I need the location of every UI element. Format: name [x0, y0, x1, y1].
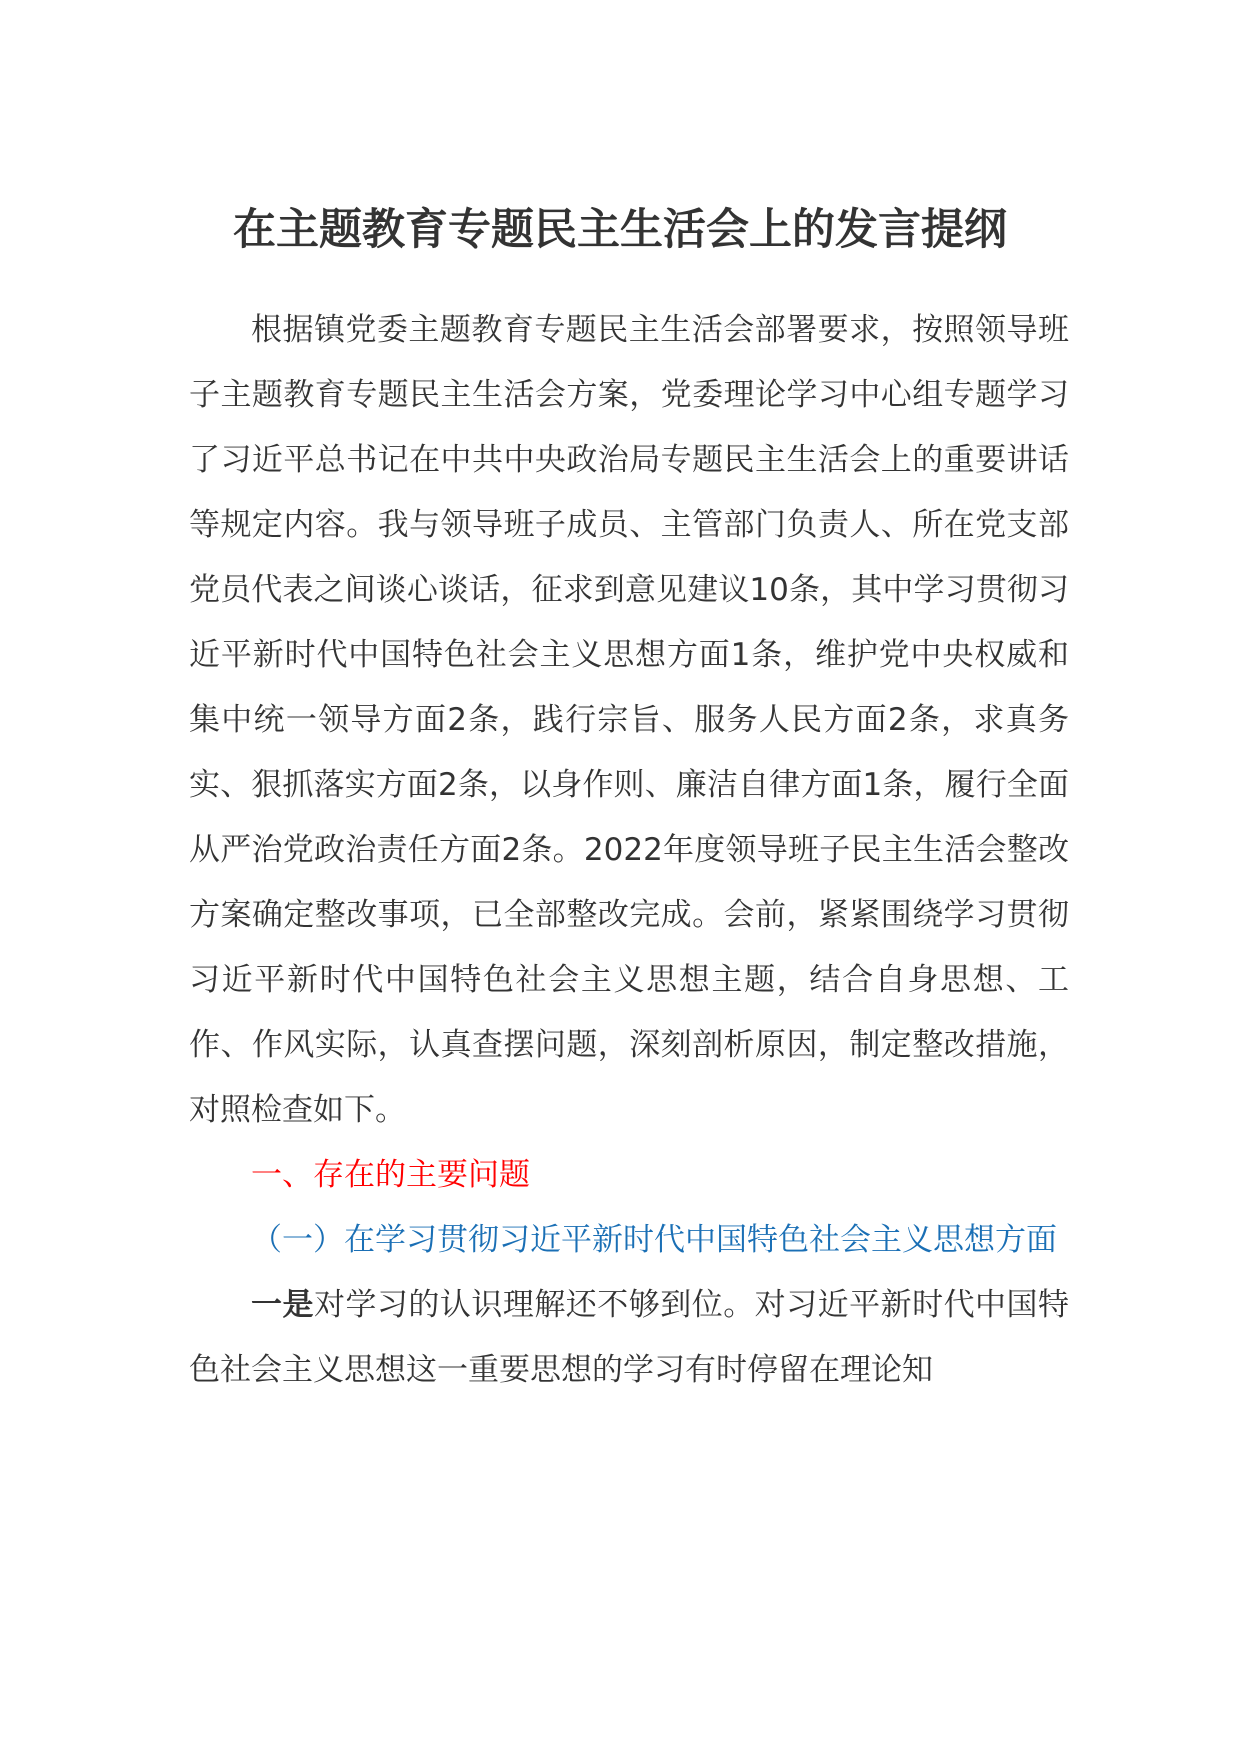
- point-lead: 一是: [251, 1287, 314, 1323]
- section-heading: 一、存在的主要问题: [251, 1157, 530, 1193]
- subsection-heading: （一）在学习贯彻习近平新时代中国特色社会主义思想方面: [251, 1222, 1057, 1258]
- point-text: 对学习的认识理解还不够到位。对习近平新时代中国特色社会主义思想这一重要思想的学习有时停留在理论知: [189, 1287, 1070, 1388]
- document-body: [189, 298, 1069, 1403]
- document-title: 在主题教育专题民主生活会上的发言提纲: [233, 205, 1007, 255]
- intro-paragraph: 根据镇党委主题教育专题民主生活会部署要求，按照领导班子主题教育专题民主生活会方案，党委理论学习中心组专题学习了习近平总书记在中共中央政治局专题民主生活会上的重要讲话等规定内容。我与领导班子成员、主管部门负责人、所在党支部党员代表之间谈心谈话，征求到意见建议10条，其中学习贯彻习近平新时代中国特色社会主义思想方面1条，维护党中央权威和集中统一领导方面2条，践行宗旨、服务人民方面2条，求真务实、狠抓落实方面2条，以身作则、廉洁自律方面1条，履行全面从严治党政治责任方面2条。2022年度领导班子民主生活会整改方案确定整改事项，已全部整改完成。会前，紧紧围绕学习贯彻习近平新时代中国特色社会主义思想主题，结合自身思想、工作、作风实际，认真查摆问题，深刻剖析原因，制定整改措施，对照检查如下。: [189, 312, 1069, 1128]
- point-paragraph: [189, 1273, 1069, 1403]
